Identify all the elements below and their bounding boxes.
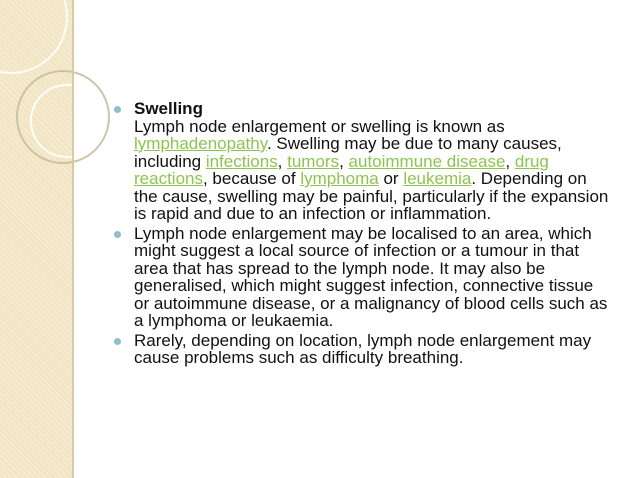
link-tumors[interactable]: tumors <box>287 151 340 171</box>
decorative-side-band <box>0 0 72 478</box>
link-drug-reactions[interactable]: drug reactions <box>134 151 549 188</box>
slide-content <box>112 100 612 369</box>
decorative-circle <box>0 0 68 74</box>
side-divider <box>72 0 74 478</box>
bullet-swelling <box>112 100 612 223</box>
link-lymphadenopathy[interactable]: lymphadenopathy <box>134 134 267 153</box>
body-text: Lymph node enlargement or swelling is known as <box>134 116 505 136</box>
body-text: , <box>339 151 349 171</box>
bullet-heading: Swelling <box>134 99 203 118</box>
bullet-localised <box>112 225 612 330</box>
link-autoimmune-disease[interactable]: autoimmune disease <box>348 151 506 171</box>
body-text: , because of <box>202 169 301 188</box>
body-text: or <box>378 169 404 188</box>
body-text: . Depending on the cause, swelling may be painful, particularly if the expansion is rapid and due to an infection or inflammation. <box>134 169 609 223</box>
link-lymphoma[interactable]: lymphoma <box>300 169 379 188</box>
bullet-list <box>112 100 612 367</box>
link-leukemia[interactable]: leukemia <box>403 169 472 188</box>
body-text: . Swelling may be due to many causes, including <box>134 134 562 171</box>
body-text: , <box>505 151 515 171</box>
body-text: , <box>277 151 288 171</box>
body-text: Lymph node enlargement may be localised to an area, which might suggest a local source of infection or a tumour in that area that has spread to the lymph node. It may also be generalised, which might suggest infection, connective tissue or autoimmune disease, or a malignancy of blood cells such as a lymphoma or leukaemia. <box>134 223 608 330</box>
decorative-circle <box>30 84 104 158</box>
bullet-rarely <box>112 332 612 367</box>
body-text: Rarely, depending on location, lymph node enlargement may cause problems such as difficulty breathing. <box>134 330 592 367</box>
link-infections[interactable]: infections <box>205 151 278 171</box>
